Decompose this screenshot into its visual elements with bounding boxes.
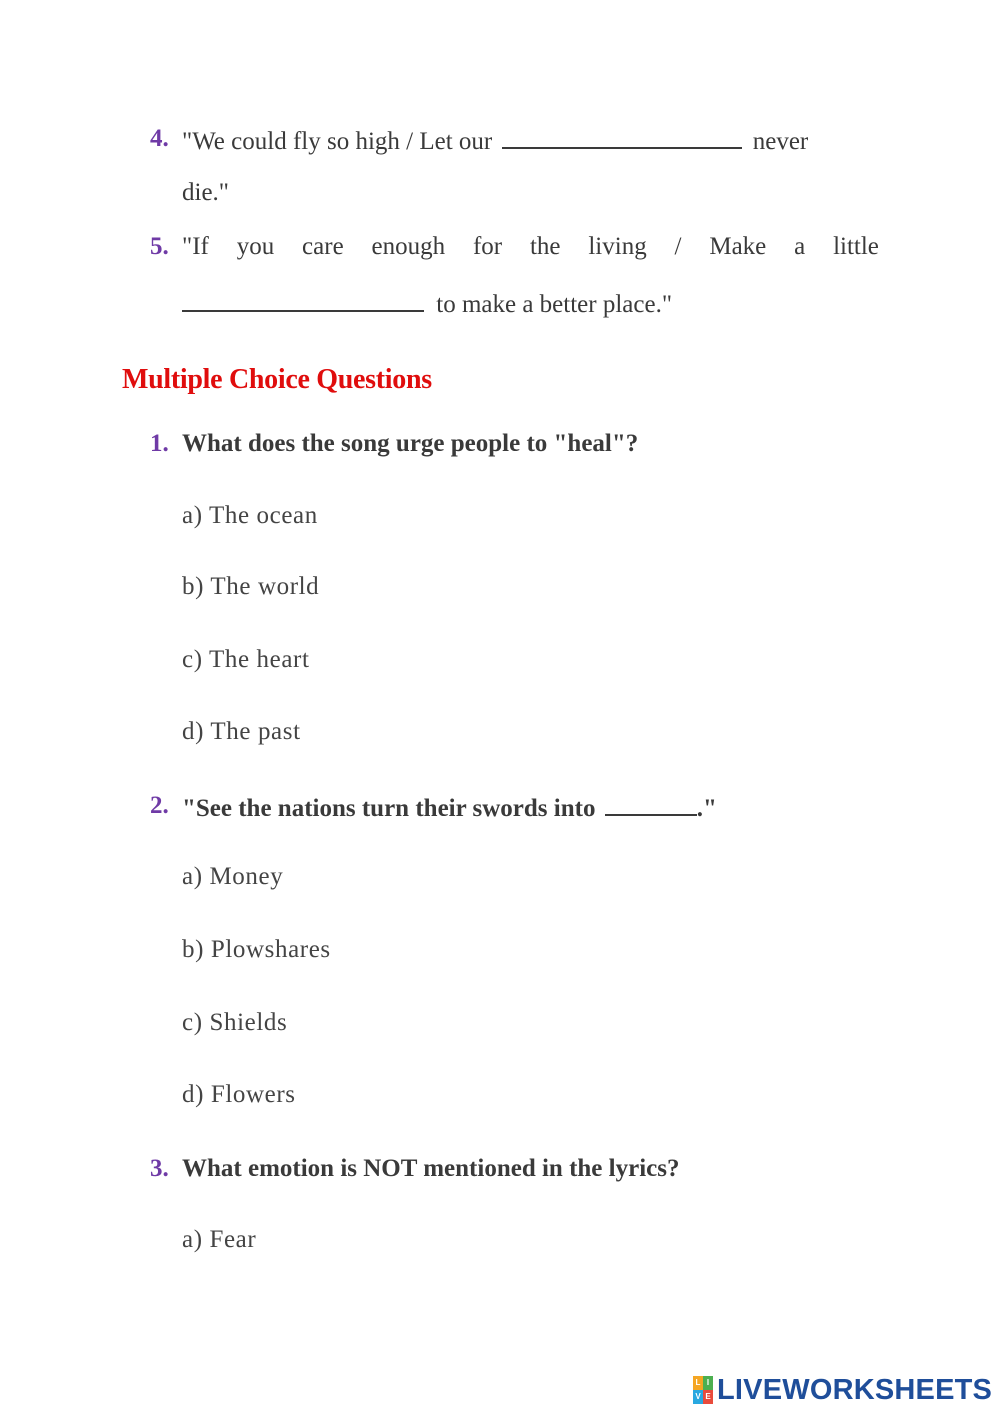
mcq-question-3: What emotion is NOT mentioned in the lyrics? xyxy=(182,1155,680,1182)
item-5-word: Make xyxy=(709,233,767,260)
mcq-number-3: 3. xyxy=(150,1155,169,1182)
item-4-text-after: never xyxy=(752,128,809,155)
mcq-question-1: What does the song urge people to "heal"? xyxy=(182,430,639,457)
mcq-2-text-after: ." xyxy=(696,795,717,822)
mcq-3-option-a[interactable]: a) Fear xyxy=(182,1226,257,1253)
item-5-word: you xyxy=(236,233,275,260)
item-5-text-after: to make a better place." xyxy=(436,291,673,318)
item-5-word: a xyxy=(794,233,806,260)
liveworksheets-logo-icon xyxy=(693,1376,713,1404)
logo-mark-tile: V xyxy=(693,1390,703,1404)
mcq-2-option-a[interactable]: a) Money xyxy=(182,863,284,890)
item-4-line-2: die." xyxy=(182,179,229,206)
item-5-word: little xyxy=(833,233,879,260)
logo-text: LIVEWORKSHEETS xyxy=(717,1373,993,1406)
item-5-word: care xyxy=(302,233,344,260)
mcq-1-option-a[interactable]: a) The ocean xyxy=(182,502,318,529)
item-5-word: the xyxy=(529,233,561,260)
item-5-line-1 xyxy=(182,233,879,261)
item-5-line-2 xyxy=(182,288,672,319)
item-4-blank[interactable] xyxy=(502,125,742,149)
item-number-5: 5. xyxy=(150,233,169,260)
item-5-word: / xyxy=(674,233,682,260)
mcq-2-option-b[interactable]: b) Plowshares xyxy=(182,936,331,963)
mcq-number-2: 2. xyxy=(150,792,169,819)
mcq-1-option-d[interactable]: d) The past xyxy=(182,718,301,745)
logo-mark-tile: I xyxy=(703,1376,713,1390)
mcq-2-option-d[interactable]: d) Flowers xyxy=(182,1081,296,1108)
mcq-2-text-before: "See the nations turn their swords into xyxy=(182,795,596,822)
item-number-4: 4. xyxy=(150,125,169,152)
item-5-word: living xyxy=(588,233,647,260)
liveworksheets-logo xyxy=(693,1374,992,1406)
section-heading: Multiple Choice Questions xyxy=(122,364,432,395)
logo-mark-tile: E xyxy=(703,1390,713,1404)
mcq-1-option-b[interactable]: b) The world xyxy=(182,573,320,600)
logo-mark-tile: L xyxy=(693,1376,703,1390)
item-4-line-1 xyxy=(182,125,808,156)
mcq-1-option-c[interactable]: c) The heart xyxy=(182,646,310,673)
mcq-question-2 xyxy=(182,792,717,823)
item-5-word: for xyxy=(472,233,503,260)
item-4-text-before: "We could fly so high / Let our xyxy=(182,128,493,155)
item-5-blank[interactable] xyxy=(182,288,424,312)
item-5-word: "If xyxy=(182,233,209,260)
mcq-2-option-c[interactable]: c) Shields xyxy=(182,1009,288,1036)
mcq-2-blank xyxy=(605,792,697,816)
item-5-word: enough xyxy=(371,233,446,260)
mcq-number-1: 1. xyxy=(150,430,169,457)
